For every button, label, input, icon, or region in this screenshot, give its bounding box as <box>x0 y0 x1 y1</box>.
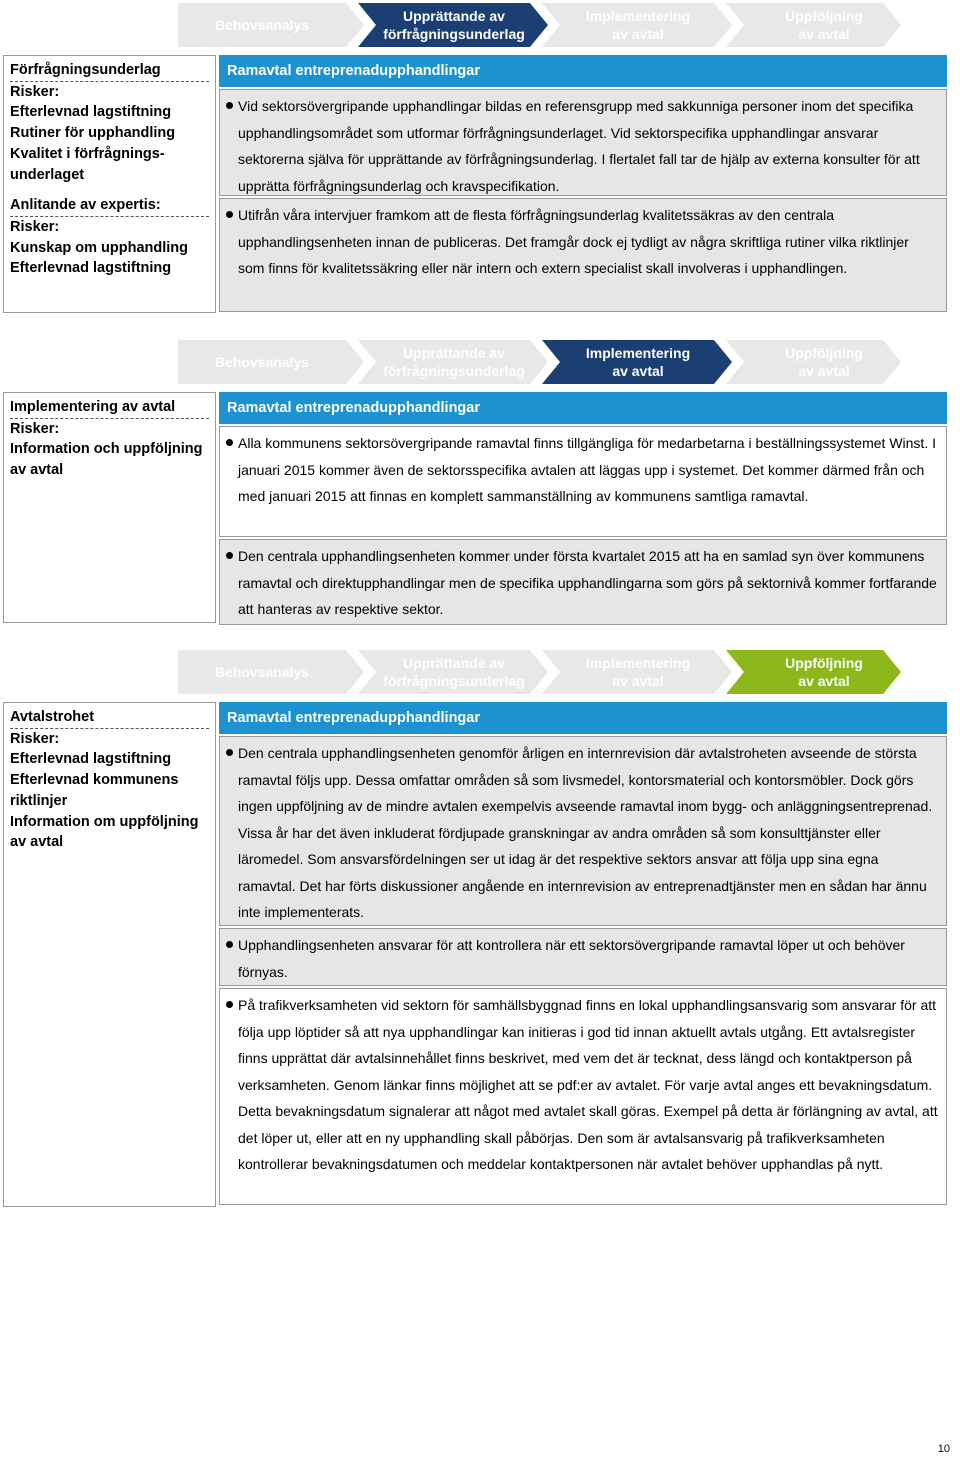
bullet-icon <box>226 439 233 446</box>
step-behovsanalys: Behovsanalys <box>214 17 310 33</box>
finding-bullet <box>219 736 947 926</box>
risk-item: Efterlevnad lagstiftning <box>10 751 172 768</box>
risk-heading: Implementering av avtal <box>10 397 209 419</box>
risk-item: Information och uppföljning <box>10 441 203 458</box>
process-flow-2 <box>178 340 901 384</box>
finding-text: Den centrala upphandlingsenheten genomför årligen en internrevision där avtalstroheten avseende de största ramavtal följs upp. Dessa omfattar områden så som livsmedel, kontorsmaterial och kontorsmöbler. Dock görs ingen uppföljning av de mindre avtalen exempelvis avseende ramavtal inom bygg- och anläggningsentreprenad. Vissa år har det även inkluderat fördjupade granskningar av andra områden så som konsulttjänster eller läromedel. Som ansvarsfördelningen ser ut idag är det respektive sektors ansvar att följa upp sina egna ramavtal. Det har förts diskussioner angående en internrevision av entreprenadtjänster men en sådan har ännu inte implementerats. <box>238 745 933 920</box>
risk-item: Information om uppföljning <box>10 813 199 830</box>
finding-text: På trafikverksamheten vid sektorn för samhällsbyggnad finns en lokal upphandlingsansvarig som ansvarar för att följa upp löptider så att nya upphandlingar kan initieras i god tid innan aktuellt avtals utgång. Ett avtalsregister finns upprättat där avtalsinnehållet finns beskrivet, med vem det är tecknat, dess längd och kontaktperson på verksamheten. Genom länkar finns möjlighet att se pdf:er av avtalet. För varje avtal anges ett bevakningsdatum. Detta bevakningsdatum signalerar att något med avtalet skall göras. Exempel på detta är förlängning av avtal, att det löper ut, eller att en ny upphandling skall påbörjas. Den som är avtalsansvarig på trafikverksamheten kontrollerar bevakningsdatumen och meddelar kontaktpersonen när avtalet behöver upphandlas på nytt. <box>238 997 938 1172</box>
step-behovsanalys: Behovsanalys <box>214 354 310 370</box>
step-upprattande: Upprättande av förfrågningsunderlag <box>383 8 525 42</box>
finding-bullet <box>219 928 947 986</box>
finding-bullet <box>219 988 947 1205</box>
findings-panel <box>219 392 947 625</box>
step-upprattande: Upprättande av förfrågningsunderlag <box>383 345 525 379</box>
risk-panel <box>3 55 216 313</box>
risk-panel <box>3 702 216 1207</box>
section-banner: Ramavtal entreprenadupphandlingar <box>219 702 947 734</box>
step-implementering: Implementering av avtal <box>585 345 691 379</box>
findings-panel <box>219 55 947 312</box>
step-behovsanalys: Behovsanalys <box>214 664 310 680</box>
bullet-icon <box>226 749 233 756</box>
bullet-icon <box>226 552 233 559</box>
bullet-icon <box>226 1001 233 1008</box>
risk-label: Risker: <box>10 83 60 100</box>
findings-panel <box>219 702 947 1205</box>
finding-text: Vid sektorsövergripande upphandlingar bildas en referensgrupp med sakkunniga personer inom det specifika upphandlingsområdet som utformar förfrågningsunderlaget. Vid sektorspecifika upphandlingar ansvarar sektorerna själva för upprättande av förfrågningsunderlag. I flertalet fall tar de hjälp av externa konsulter för att upprätta förfrågningsunderlag och kravspecifikation. <box>238 98 920 194</box>
finding-bullet <box>219 539 947 625</box>
finding-bullet <box>219 198 947 312</box>
risk-item: Rutiner för upphandling <box>10 125 176 142</box>
risk-item: riktlinjer <box>10 792 68 809</box>
bullet-icon <box>226 941 233 948</box>
risk-item: av avtal <box>10 462 64 479</box>
process-flow-1 <box>178 3 901 47</box>
risk-item: Efterlevnad lagstiftning <box>10 104 172 121</box>
risk-item: Kvalitet i förfrågnings- <box>10 145 165 162</box>
risk-heading: Anlitande av expertis: <box>10 195 209 217</box>
risk-item: Efterlevnad lagstiftning <box>10 260 172 277</box>
step-implementering: Implementering av avtal <box>585 8 691 42</box>
bullet-icon <box>226 211 233 218</box>
process-flow-3 <box>178 650 901 694</box>
page-number: 10 <box>937 1443 950 1455</box>
step-uppfoljning: Uppföljning av avtal <box>785 8 863 42</box>
risk-item: Efterlevnad kommunens <box>10 772 179 789</box>
step-uppfoljning: Uppföljning av avtal <box>785 345 863 379</box>
section-banner: Ramavtal entreprenadupphandlingar <box>219 55 947 87</box>
step-uppfoljning: Uppföljning av avtal <box>785 655 863 689</box>
risk-heading: Förfrågningsunderlag <box>10 60 209 82</box>
step-upprattande: Upprättande av förfrågningsunderlag <box>383 655 525 689</box>
risk-heading: Avtalstrohet <box>10 707 209 729</box>
risk-label: Risker: <box>10 730 60 747</box>
finding-text: Utifrån våra intervjuer framkom att de flesta förfrågningsunderlag kvalitetssäkras av den centrala upphandlingsenheten innan de publiceras. Det framgår dock ej tydligt av några skriftliga rutiner vilka riktlinjer som finns för kvalitetssäkring eller när intern och extern specialist skall involveras i upphandlingen. <box>238 207 909 276</box>
finding-bullet <box>219 89 947 196</box>
risk-label: Risker: <box>10 218 60 235</box>
finding-text: Upphandlingsenheten ansvarar för att kontrollera när ett sektorsövergripande ramavtal löper ut och behöver förnyas. <box>238 937 905 980</box>
risk-label: Risker: <box>10 420 60 437</box>
finding-text: Den centrala upphandlingsenheten kommer under första kvartalet 2015 att ha en samlad syn över kommunens ramavtal och direktupphandlingar men de specifika upphandlingarna som görs på sektornivå kommer fortfarande att hanteras av respektive sektor. <box>238 548 937 617</box>
finding-text: Alla kommunens sektorsövergripande ramavtal finns tillgängliga för medarbetarna i beställningssystemet Winst. I januari 2015 kommer även de sektorsspecifika avtalen att läggas upp i systemet. Det kommer därmed från och med januari 2015 att finnas en komplett sammanställning av kommunens samtliga ramavtal. <box>238 435 936 504</box>
risk-item: Kunskap om upphandling <box>10 239 189 256</box>
risk-item: underlaget <box>10 166 85 183</box>
risk-panel <box>3 392 216 623</box>
section-banner: Ramavtal entreprenadupphandlingar <box>219 392 947 424</box>
bullet-icon <box>226 102 233 109</box>
step-implementering: Implementering av avtal <box>585 655 691 689</box>
finding-bullet <box>219 426 947 537</box>
risk-item: av avtal <box>10 834 64 851</box>
